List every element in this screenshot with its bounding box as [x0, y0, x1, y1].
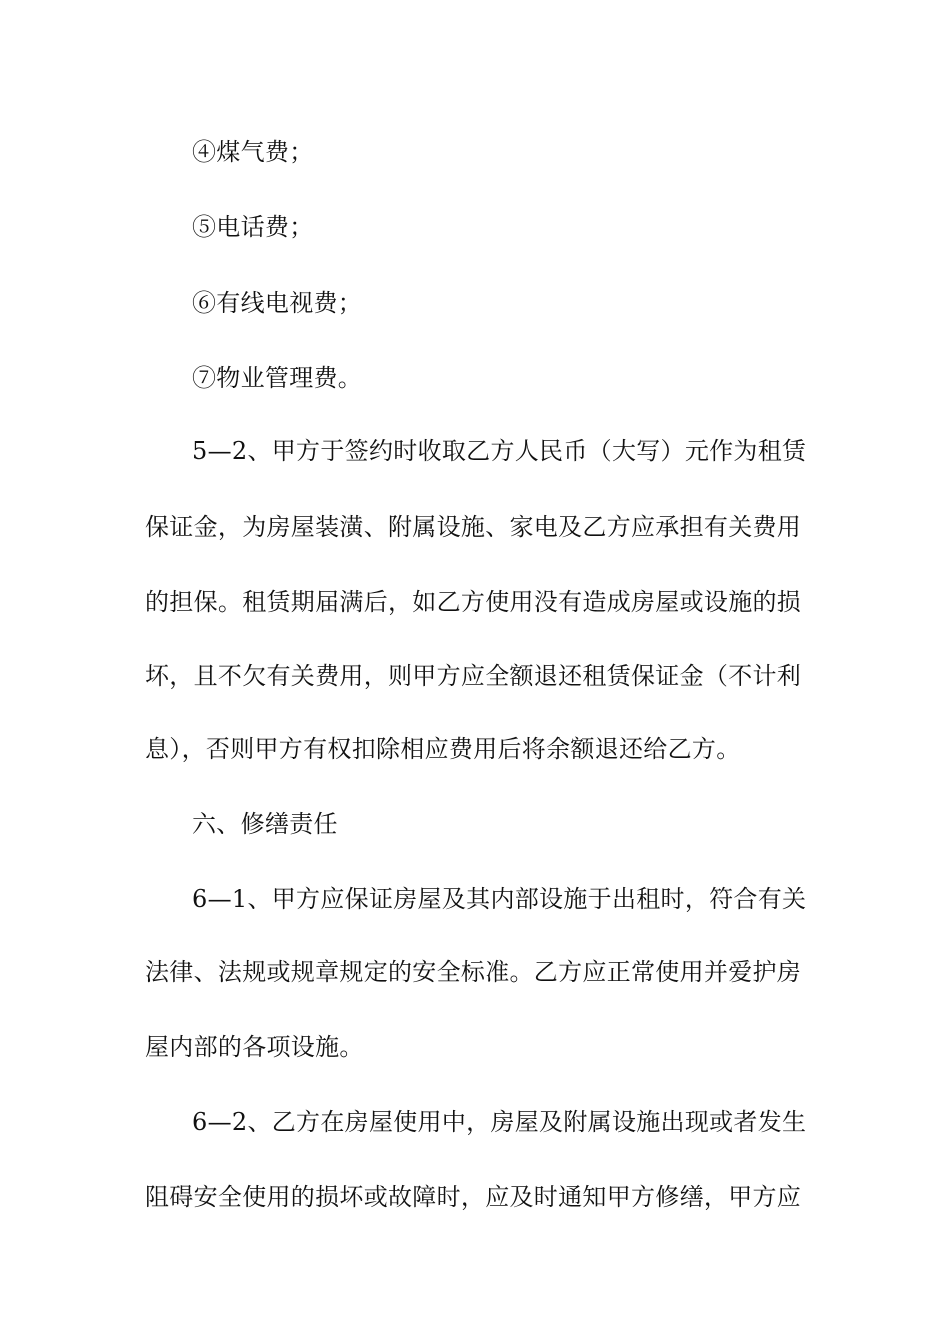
section-heading: 六、修缮责任 [192, 810, 338, 838]
paragraph-line: 坏，且不欠有关费用，则甲方应全额退还租赁保证金（不计利 [145, 662, 802, 690]
paragraph-line: 6—2、乙方在房屋使用中，房屋及附属设施出现或者发生 [192, 1108, 807, 1136]
paragraph-line: 息），否则甲方有权扣除相应费用后将余额退还给乙方。 [145, 735, 741, 763]
list-item-phone-fee: ⑤电话费； [192, 213, 314, 241]
paragraph-line: 5—2、甲方于签约时收取乙方人民币（大写）元作为租赁 [192, 437, 807, 465]
list-item-cable-tv-fee: ⑥有线电视费； [192, 289, 363, 317]
paragraph-line: 屋内部的各项设施。 [145, 1033, 364, 1061]
paragraph-line: 的担保。租赁期届满后，如乙方使用没有造成房屋或设施的损 [145, 588, 802, 616]
paragraph-line: 保证金，为房屋装潢、附属设施、家电及乙方应承担有关费用 [145, 513, 802, 541]
paragraph-line: 6—1、甲方应保证房屋及其内部设施于出租时，符合有关 [192, 885, 807, 913]
paragraph-line: 法律、法规或规章规定的安全标准。乙方应正常使用并爱护房 [145, 958, 802, 986]
list-item-property-fee: ⑦物业管理费。 [192, 364, 363, 392]
list-item-gas-fee: ④煤气费； [192, 138, 314, 166]
paragraph-line: 阻碍安全使用的损坏或故障时，应及时通知甲方修缮，甲方应 [145, 1183, 802, 1211]
